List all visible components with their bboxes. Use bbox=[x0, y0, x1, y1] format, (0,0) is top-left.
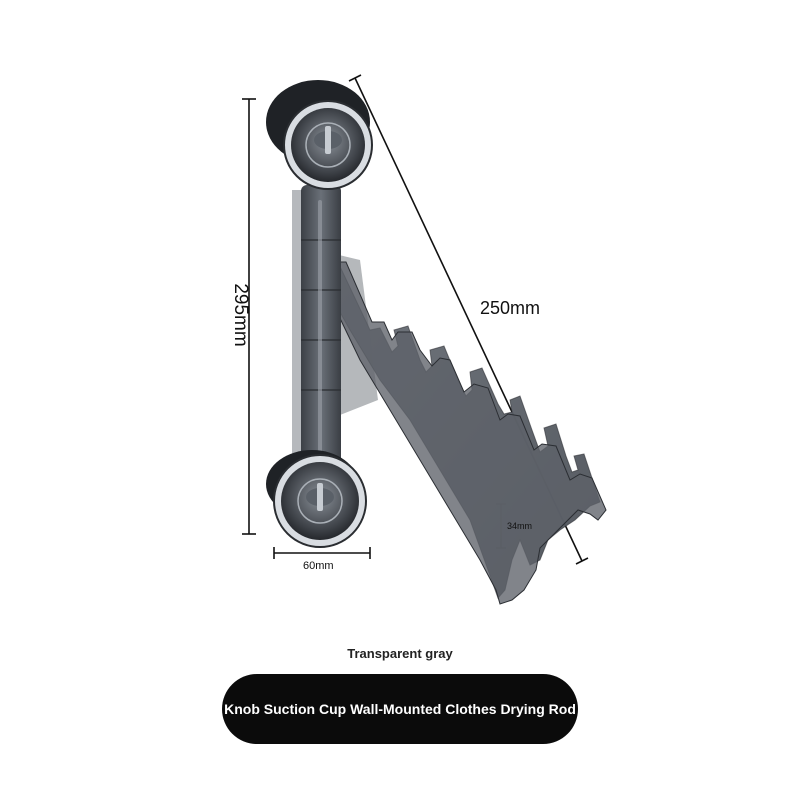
length-dimension-label: 250mm bbox=[480, 298, 541, 318]
hook-gap-dimension-label: 34mm bbox=[507, 521, 533, 531]
product-title: Knob Suction Cup Wall-Mounted Clothes Drying Rod bbox=[224, 701, 576, 717]
rod-highlights bbox=[318, 200, 322, 460]
length-dimension-cap-top bbox=[349, 75, 361, 81]
width-dimension-label: 60mm bbox=[303, 560, 334, 572]
suction-cup-knob-icon bbox=[266, 450, 366, 547]
color-caption: Transparent gray bbox=[347, 646, 453, 661]
height-dimension-label: 295mm bbox=[230, 283, 251, 347]
product-title-banner bbox=[222, 674, 578, 744]
length-dimension-cap-bottom bbox=[576, 558, 588, 564]
suction-cup-knob-icon bbox=[266, 80, 372, 189]
